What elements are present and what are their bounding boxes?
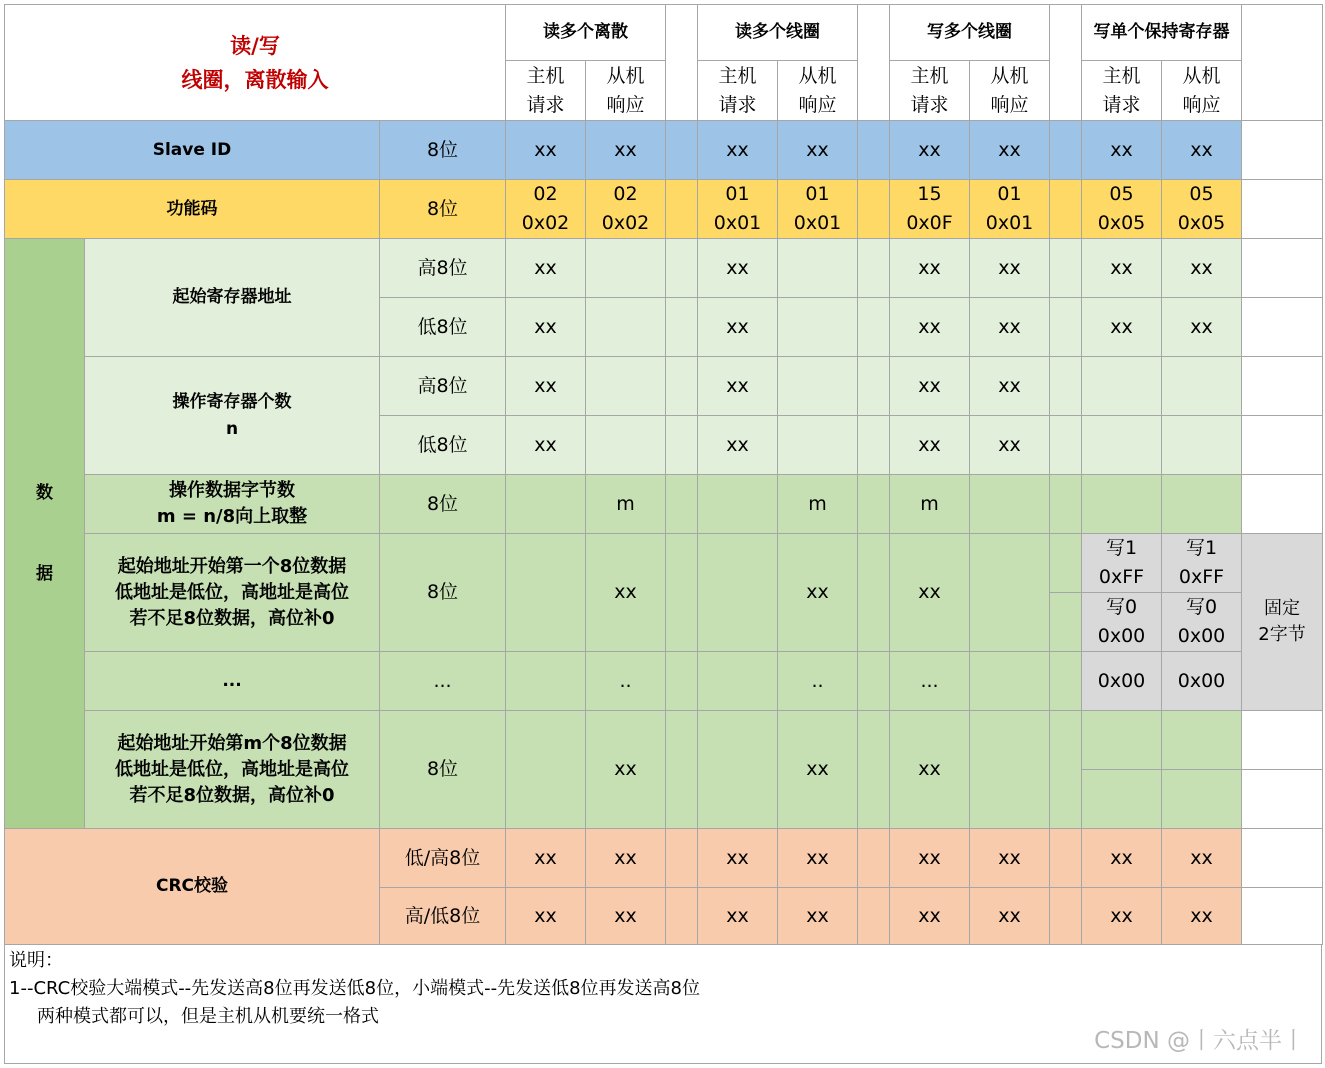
group-header: 写多个线圈: [889, 4, 1050, 61]
spacer-cell: [665, 887, 698, 945]
value-cell: xx: [889, 238, 970, 298]
spacer-cell: [857, 238, 890, 298]
slave-response-header: 从机 响应: [1161, 60, 1242, 121]
spacer-cell: [857, 887, 890, 945]
spacer-cell: [665, 297, 698, 357]
value-cell: m: [889, 474, 970, 534]
value-cell: ..: [777, 651, 858, 711]
spacer-cell: [857, 356, 890, 416]
empty-green-cell: [1081, 769, 1162, 829]
value-cell: xx: [969, 415, 1050, 475]
value-cell: xx: [505, 297, 586, 357]
value-cell: [777, 356, 858, 416]
group-header: 读多个离散: [505, 4, 666, 61]
value-cell: 02 0x02: [585, 179, 666, 239]
empty-cell: [1241, 474, 1323, 534]
bits-label: 8位: [379, 120, 506, 180]
spacer-cell: [665, 710, 698, 829]
value-cell: xx: [777, 120, 858, 180]
value-cell: [505, 533, 586, 652]
value-cell: [585, 297, 666, 357]
spacer-cell: [857, 179, 890, 239]
value-cell: xx: [969, 120, 1050, 180]
bits-label: 8位: [379, 710, 506, 829]
value-cell: xx: [889, 828, 970, 888]
title-coils-inputs: 线圈，离散输入: [181, 67, 329, 92]
value-cell: [585, 356, 666, 416]
row-label-data: 数 据: [4, 238, 85, 829]
spacer-cell: [857, 120, 890, 180]
value-cell: [969, 533, 1050, 652]
value-cell: 01 0x01: [777, 179, 858, 239]
value-cell: xx: [889, 415, 970, 475]
spacer-cell: [857, 415, 890, 475]
empty-cell: [1241, 769, 1323, 829]
value-cell: xx: [969, 828, 1050, 888]
value-cell: [1081, 415, 1162, 475]
spacer-cell: [1049, 474, 1082, 534]
value-cell: [697, 710, 778, 829]
value-cell: xx: [505, 120, 586, 180]
value-cell: xx: [585, 710, 666, 829]
spacer-cell: [665, 356, 698, 416]
slave-response-header: 从机 响应: [585, 60, 666, 121]
empty-cell: [1241, 710, 1323, 770]
slave-response-header: 从机 响应: [969, 60, 1050, 121]
spacer-cell: [857, 4, 890, 121]
spacer-cell: [1049, 533, 1082, 593]
value-cell: xx: [1161, 887, 1242, 945]
spacer-cell: [665, 238, 698, 298]
row-label-register-count: 操作寄存器个数 n: [84, 356, 380, 475]
row-label-start-address: 起始寄存器地址: [84, 238, 380, 357]
value-cell: xx: [505, 415, 586, 475]
csdn-watermark: CSDN @丨六点半丨: [1094, 1028, 1305, 1054]
value-cell: m: [585, 474, 666, 534]
value-cell: xx: [505, 887, 586, 945]
value-cell: xx: [1081, 297, 1162, 357]
value-cell: 01 0x01: [969, 179, 1050, 239]
value-cell: xx: [889, 710, 970, 829]
empty-cell: [1241, 415, 1323, 475]
value-cell: xx: [969, 297, 1050, 357]
value-cell: xx: [1161, 828, 1242, 888]
empty-green-cell: [1161, 710, 1242, 770]
value-cell: xx: [969, 356, 1050, 416]
notes-panel: [4, 944, 1322, 1064]
row-label-first-byte: 起始地址开始第一个8位数据 低地址是低位，高地址是高位 若不足8位数据，高位补0: [84, 533, 380, 652]
spacer-cell: [665, 4, 698, 121]
row-label-mth-byte: 起始地址开始第m个8位数据 低地址是低位，高地址是高位 若不足8位数据，高位补0: [84, 710, 380, 829]
note-uniform-format: 两种模式都可以，但是主机从机要统一格式: [37, 1006, 379, 1027]
value-cell: xx: [505, 828, 586, 888]
value-cell: ..: [585, 651, 666, 711]
bits-label: 8位: [379, 179, 506, 239]
value-cell: xx: [697, 356, 778, 416]
value-cell: xx: [1161, 238, 1242, 298]
write0-cell: 写0 0x00: [1081, 592, 1162, 652]
fixed-value-cell: 0x00: [1081, 651, 1162, 711]
spacer-cell: [665, 120, 698, 180]
spacer-cell: [1049, 828, 1082, 888]
empty-cell: [1241, 356, 1323, 416]
value-cell: xx: [697, 120, 778, 180]
value-cell: [505, 651, 586, 711]
value-cell: [505, 710, 586, 829]
spacer-cell: [857, 533, 890, 652]
value-cell: xx: [1081, 120, 1162, 180]
value-cell: xx: [697, 415, 778, 475]
spacer-cell: [665, 474, 698, 534]
value-cell: [1081, 356, 1162, 416]
value-cell: xx: [697, 238, 778, 298]
value-cell: xx: [697, 887, 778, 945]
value-cell: xx: [1161, 297, 1242, 357]
value-cell: [777, 297, 858, 357]
row-label-byte-count: 操作数据字节数 m = n/8向上取整: [84, 474, 380, 534]
empty-cell: [1241, 179, 1323, 239]
bits-label: 8位: [379, 474, 506, 534]
write1-cell: 写1 0xFF: [1081, 533, 1162, 593]
value-cell: xx: [697, 297, 778, 357]
value-cell: [777, 415, 858, 475]
value-cell: xx: [777, 533, 858, 652]
spacer-cell: [1049, 710, 1082, 829]
empty-green-cell: [1161, 769, 1242, 829]
empty-cell: [1241, 4, 1323, 121]
fixed-value-cell: 0x00: [1161, 651, 1242, 711]
row-label-function-code: 功能码: [4, 179, 380, 239]
value-cell: xx: [889, 887, 970, 945]
spacer-cell: [1049, 4, 1082, 121]
write1-cell: 写1 0xFF: [1161, 533, 1242, 593]
value-cell: xx: [889, 297, 970, 357]
bits-label: 低8位: [379, 297, 506, 357]
value-cell: xx: [505, 238, 586, 298]
bits-label: 高8位: [379, 356, 506, 416]
value-cell: xx: [585, 120, 666, 180]
spacer-cell: [857, 828, 890, 888]
spacer-cell: [1049, 120, 1082, 180]
master-request-header: 主机 请求: [505, 60, 586, 121]
note-heading: 说明：: [9, 950, 63, 971]
bits-label: 8位: [379, 533, 506, 652]
value-cell: [585, 415, 666, 475]
spacer-cell: [1049, 887, 1082, 945]
table-title: [4, 4, 506, 121]
value-cell: xx: [1161, 120, 1242, 180]
value-cell: [1161, 356, 1242, 416]
bits-label: ...: [379, 651, 506, 711]
value-cell: xx: [889, 356, 970, 416]
spacer-cell: [857, 651, 890, 711]
value-cell: xx: [777, 710, 858, 829]
spacer-cell: [1049, 179, 1082, 239]
spacer-cell: [1049, 415, 1082, 475]
spacer-cell: [1049, 651, 1082, 711]
value-cell: [969, 474, 1050, 534]
spacer-cell: [1049, 238, 1082, 298]
value-cell: [697, 474, 778, 534]
title-read-write: 读/写: [230, 33, 280, 58]
spacer-cell: [1049, 297, 1082, 357]
spacer-cell: [665, 651, 698, 711]
write0-cell: 写0 0x00: [1161, 592, 1242, 652]
empty-cell: [1241, 120, 1323, 180]
master-request-header: 主机 请求: [1081, 60, 1162, 121]
value-cell: ...: [889, 651, 970, 711]
row-label-crc: CRC校验: [4, 828, 380, 945]
value-cell: xx: [889, 533, 970, 652]
value-cell: xx: [889, 120, 970, 180]
value-cell: 02 0x02: [505, 179, 586, 239]
value-cell: xx: [1081, 238, 1162, 298]
value-cell: xx: [585, 533, 666, 652]
bits-label: 高8位: [379, 238, 506, 298]
row-label-slave-id: Slave ID: [4, 120, 380, 180]
value-cell: xx: [777, 887, 858, 945]
value-cell: [1081, 474, 1162, 534]
master-request-header: 主机 请求: [889, 60, 970, 121]
spacer-cell: [665, 179, 698, 239]
value-cell: xx: [969, 887, 1050, 945]
group-header: 读多个线圈: [697, 4, 858, 61]
value-cell: [1161, 415, 1242, 475]
row-label-ellipsis: ...: [84, 651, 380, 711]
bits-label: 低/高8位: [379, 828, 506, 888]
empty-cell: [1241, 828, 1323, 888]
value-cell: [1161, 474, 1242, 534]
group-header: 写单个保持寄存器: [1081, 4, 1242, 61]
value-cell: xx: [505, 356, 586, 416]
spacer-cell: [857, 474, 890, 534]
empty-green-cell: [1081, 710, 1162, 770]
value-cell: m: [777, 474, 858, 534]
spacer-cell: [665, 533, 698, 652]
spacer-cell: [857, 710, 890, 829]
slave-response-header: 从机 响应: [777, 60, 858, 121]
value-cell: xx: [585, 887, 666, 945]
value-cell: 05 0x05: [1161, 179, 1242, 239]
value-cell: [969, 651, 1050, 711]
value-cell: [585, 238, 666, 298]
value-cell: 05 0x05: [1081, 179, 1162, 239]
spacer-cell: [665, 828, 698, 888]
value-cell: xx: [777, 828, 858, 888]
empty-cell: [1241, 238, 1323, 298]
value-cell: xx: [585, 828, 666, 888]
value-cell: xx: [1081, 887, 1162, 945]
value-cell: [697, 533, 778, 652]
value-cell: 15 0x0F: [889, 179, 970, 239]
spacer-cell: [665, 415, 698, 475]
value-cell: 01 0x01: [697, 179, 778, 239]
value-cell: [969, 710, 1050, 829]
spacer-cell: [1049, 356, 1082, 416]
fixed-two-bytes-note: 固定 2字节: [1241, 533, 1323, 711]
spacer-cell: [1049, 592, 1082, 652]
empty-cell: [1241, 887, 1323, 945]
empty-cell: [1241, 297, 1323, 357]
note-crc-modes: 1--CRC校验大端模式--先发送高8位再发送低8位，小端模式--先发送低8位再发送高8位: [9, 978, 700, 999]
master-request-header: 主机 请求: [697, 60, 778, 121]
value-cell: [697, 651, 778, 711]
value-cell: [777, 238, 858, 298]
value-cell: xx: [969, 238, 1050, 298]
spacer-cell: [857, 297, 890, 357]
bits-label: 高/低8位: [379, 887, 506, 945]
value-cell: xx: [697, 828, 778, 888]
value-cell: xx: [1081, 828, 1162, 888]
value-cell: [505, 474, 586, 534]
bits-label: 低8位: [379, 415, 506, 475]
